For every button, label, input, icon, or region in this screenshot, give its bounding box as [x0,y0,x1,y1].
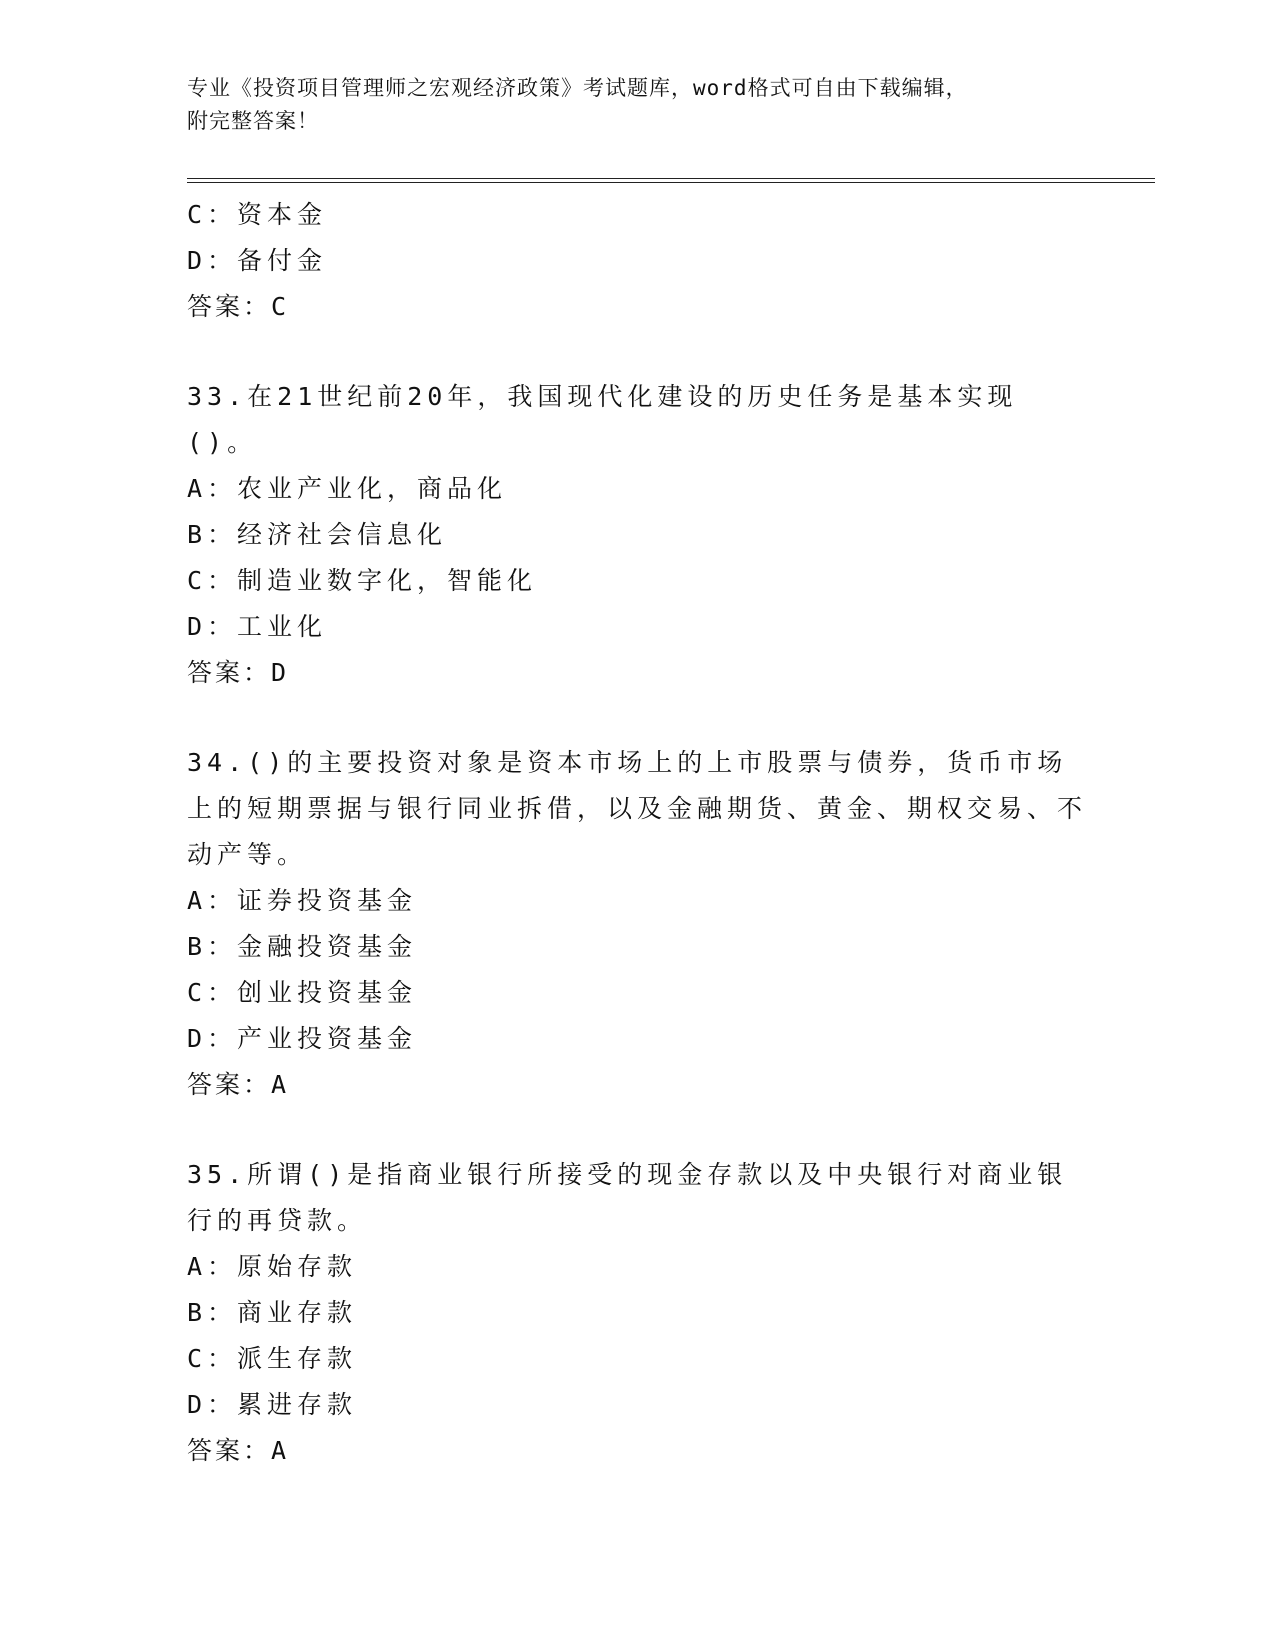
answer-line: 答案：A [187,1436,290,1465]
answer-line: 答案：A [187,1070,290,1099]
header-line-1: 专业《投资项目管理师之宏观经济政策》考试题库，word格式可自由下载编辑， [187,76,968,100]
answer-line: 答案：C [187,292,290,321]
header-divider [187,178,1155,183]
option-c: C：资本金 [187,200,328,229]
question-35 [187,1152,1087,1474]
question-34 [187,740,1087,1108]
option-b: B：金融投资基金 [187,932,418,961]
option-a: A：农业产业化，商品化 [187,474,508,503]
option-c: C：制造业数字化，智能化 [187,566,538,595]
question-text: 34.()的主要投资对象是资本市场上的上市股票与债券，货币市场上的短期票据与银行同业拆借，以及金融期货、黄金、期权交易、不动产等。 [187,748,1088,869]
question-text: 35.所谓()是指商业银行所接受的现金存款以及中央银行对商业银行的再贷款。 [187,1160,1068,1235]
question-list [187,192,1087,1474]
option-a: A：证券投资基金 [187,886,418,915]
partial-question [187,192,1087,330]
option-c: C：派生存款 [187,1344,358,1373]
option-a: A：原始存款 [187,1252,358,1281]
option-b: B：商业存款 [187,1298,358,1327]
question-33 [187,374,1087,696]
answer-line: 答案：D [187,658,290,687]
document-header [187,72,1067,138]
option-d: D：工业化 [187,612,328,641]
option-b: B：经济社会信息化 [187,520,448,549]
option-d: D：累进存款 [187,1390,358,1419]
header-line-2: 附完整答案！ [187,109,319,133]
option-d: D：备付金 [187,246,328,275]
option-c: C：创业投资基金 [187,978,418,1007]
option-d: D：产业投资基金 [187,1024,418,1053]
question-text: 33.在21世纪前20年，我国现代化建设的历史任务是基本实现()。 [187,382,1018,457]
